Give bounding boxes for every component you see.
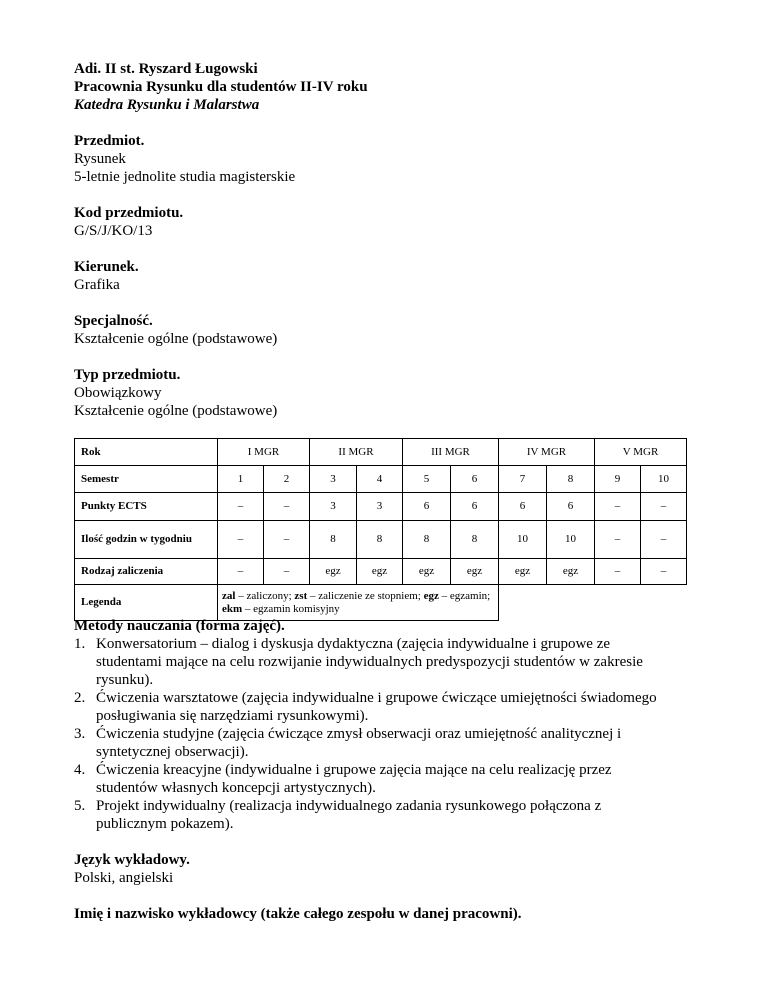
direction-label: Kierunek. — [74, 259, 139, 275]
table-cell: 8 — [547, 466, 595, 493]
legend-desc: – egzamin komisyjny — [242, 602, 340, 615]
row-label: Ilość godzin w tygodniu — [75, 521, 218, 559]
item-text: rysunku). — [96, 672, 154, 688]
list-item — [74, 725, 724, 761]
table-cell: 7 — [499, 466, 547, 493]
header-block — [74, 60, 714, 114]
methods-list — [74, 635, 724, 833]
item-text: Projekt indywidualny (realizacja indywidualnego zadania rysunkowego połączona z — [96, 798, 602, 814]
direction-section — [74, 258, 714, 294]
table-cell: – — [641, 493, 687, 521]
table-row — [75, 585, 687, 621]
code-label: Kod przedmiotu. — [74, 205, 184, 221]
item-number: 2. — [74, 690, 86, 706]
subject-value: 5-letnie jednolite studia magisterskie — [74, 169, 296, 185]
legend-abbr: ekm — [222, 602, 243, 615]
type-section — [74, 366, 714, 420]
methods-label: Metody nauczania (forma zajęć). — [74, 618, 285, 634]
year-header: Rok — [75, 439, 218, 466]
list-item — [74, 689, 724, 725]
item-number: 1. — [74, 636, 86, 652]
item-text: syntetycznej obserwacji). — [96, 744, 249, 760]
legend-desc: – zaliczenie ze stopniem; — [307, 589, 424, 602]
table-cell: – — [264, 559, 310, 585]
item-text: studentów własnych koncepcji artystycznych). — [96, 780, 376, 796]
item-text: Ćwiczenia studyjne (zajęcia ćwiczące zmysł obserwacji oraz umiejętność analitycznej i — [96, 726, 622, 742]
item-text: studentami mające na celu rozwijanie indywidualnych predyspozycji studentów w zakresie — [96, 654, 643, 670]
table-cell: 6 — [547, 493, 595, 521]
table-cell: – — [264, 521, 310, 559]
item-text: Ćwiczenia kreacyjne (indywidualne i grupowe zajęcia mające na celu realizację przez — [96, 762, 612, 778]
table-cell: – — [264, 493, 310, 521]
table-cell: 9 — [595, 466, 641, 493]
language-value: Polski, angielski — [74, 870, 174, 886]
language-section — [74, 851, 724, 887]
code-section — [74, 204, 714, 240]
legend-abbr: zal — [222, 589, 236, 602]
table-cell: 6 — [451, 493, 499, 521]
table-cell: 10 — [547, 521, 595, 559]
lecturer-section — [74, 905, 724, 923]
row-label: Rodzaj zaliczenia — [75, 559, 218, 585]
legend-text — [218, 585, 499, 621]
subject-label: Przedmiot. — [74, 133, 145, 149]
table-cell: 4 — [357, 466, 403, 493]
table-cell: 3 — [310, 493, 357, 521]
table-cell: – — [595, 559, 641, 585]
table-cell: 8 — [310, 521, 357, 559]
table-cell: egz — [451, 559, 499, 585]
item-text: Konwersatorium – dialog i dyskusja dydaktyczna (zajęcia indywidualne i grupowe ze — [96, 636, 611, 652]
table-cell: 6 — [451, 466, 499, 493]
subject-section — [74, 132, 714, 186]
table-cell: egz — [310, 559, 357, 585]
table-cell: – — [595, 493, 641, 521]
lecturer-label: Imię i nazwisko wykładowcy (także całego zespołu w danej pracowni). — [74, 906, 522, 922]
legend-label: Legenda — [75, 585, 218, 621]
table-cell: – — [641, 521, 687, 559]
list-item — [74, 761, 724, 797]
table-cell: 10 — [499, 521, 547, 559]
year-cell: IV MGR — [499, 439, 595, 466]
year-cell: III MGR — [403, 439, 499, 466]
year-cell: I MGR — [218, 439, 310, 466]
type-label: Typ przedmiotu. — [74, 367, 181, 383]
table-cell: 10 — [641, 466, 687, 493]
table-cell: 3 — [357, 493, 403, 521]
specialty-label: Specjalność. — [74, 313, 153, 329]
item-text: posługiwania się narzędziami rysunkowymi). — [96, 708, 369, 724]
legend-desc: – egzamin; — [438, 589, 491, 602]
table-cell: – — [218, 493, 264, 521]
table-cell: – — [641, 559, 687, 585]
table-cell: – — [595, 521, 641, 559]
table-row — [75, 466, 687, 493]
table-row — [75, 559, 687, 585]
subject-value: Rysunek — [74, 151, 126, 167]
blank-cell — [499, 585, 687, 621]
legend-abbr: egz — [423, 589, 439, 602]
table-row — [75, 521, 687, 559]
legend-abbr: zst — [294, 589, 308, 602]
document-page — [74, 60, 714, 438]
table-cell: 3 — [310, 466, 357, 493]
table-cell: egz — [403, 559, 451, 585]
table-cell: 6 — [499, 493, 547, 521]
row-label: Punkty ECTS — [75, 493, 218, 521]
table-cell: egz — [499, 559, 547, 585]
language-label: Język wykładowy. — [74, 852, 190, 868]
item-number: 3. — [74, 726, 86, 742]
table-cell: 8 — [451, 521, 499, 559]
year-cell: II MGR — [310, 439, 403, 466]
direction-value: Grafika — [74, 277, 120, 293]
department-name: Katedra Rysunku i Malarstwa — [74, 97, 260, 113]
table-cell: egz — [547, 559, 595, 585]
item-text: publicznym pokazem). — [96, 816, 234, 832]
row-label: Semestr — [75, 466, 218, 493]
code-value: G/S/J/KO/13 — [74, 223, 153, 239]
studio-name: Pracownia Rysunku dla studentów II-IV roku — [74, 79, 368, 95]
table-cell: 2 — [264, 466, 310, 493]
list-item — [74, 635, 724, 689]
table-row — [75, 439, 687, 466]
item-number: 4. — [74, 762, 86, 778]
table-cell: 8 — [357, 521, 403, 559]
author-name: Adi. II st. Ryszard Ługowski — [74, 61, 258, 77]
specialty-value: Kształcenie ogólne (podstawowe) — [74, 331, 278, 347]
list-item — [74, 797, 724, 833]
type-value: Obowiązkowy — [74, 385, 162, 401]
table-cell: egz — [357, 559, 403, 585]
specialty-section — [74, 312, 714, 348]
table-row — [75, 493, 687, 521]
type-value: Kształcenie ogólne (podstawowe) — [74, 403, 278, 419]
item-text: Ćwiczenia warsztatowe (zajęcia indywidualne i grupowe ćwiczące umiejętności świadomego — [96, 690, 657, 706]
item-number: 5. — [74, 798, 86, 814]
methods-section — [74, 617, 724, 833]
legend-desc: – zaliczony; — [235, 589, 295, 602]
table-cell: – — [218, 559, 264, 585]
table-cell: – — [218, 521, 264, 559]
table-cell: 1 — [218, 466, 264, 493]
study-plan-table — [74, 438, 687, 621]
table-cell: 6 — [403, 493, 451, 521]
lower-section — [74, 617, 724, 941]
table-cell: 8 — [403, 521, 451, 559]
year-cell: V MGR — [595, 439, 687, 466]
table-cell: 5 — [403, 466, 451, 493]
